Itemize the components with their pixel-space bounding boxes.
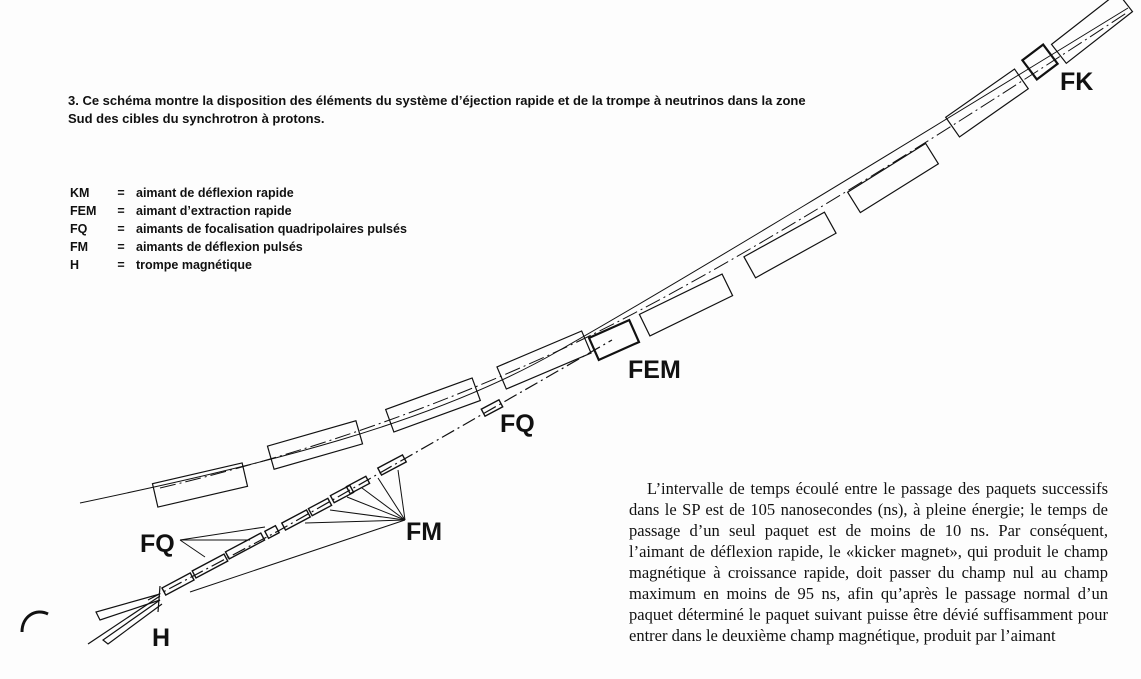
label-fk: FK: [1060, 68, 1094, 96]
label-fq-upper: FQ: [500, 410, 535, 438]
synchrotron-ring-arc: [80, 8, 1128, 503]
ring-magnet: [152, 463, 247, 507]
legend-abbr: H: [70, 258, 80, 272]
body-paragraph: L’intervalle de temps écoulé entre le passage des paquets successifs dans le SP est de 105 nanosecondes (ns), à pleine énergie; le temps de passage d’un seul paquet est de moins de 10 ns. Par conséquent, l’aimant de déflexion rapide, le «kicker magnet», qui produit le champ magnétique à croissance rapide, doit passer du champ nul au champ maximum en moins de 95 ns, afin qu’après le passage normal d’un paquet déterminé le paquet suivant puisse être dévié suffisamment pour entrer dans le deuxième champ magnétique, produit par l’aimant: [629, 479, 1108, 645]
legend-equals: =: [117, 222, 125, 236]
fem-magnet: [589, 320, 639, 360]
label-fm: FM: [406, 518, 443, 546]
magnetic-horn: [88, 586, 162, 644]
extracted-beam-line: [148, 340, 612, 600]
legend-desc: aimants de focalisation quadripolaires pulsés: [136, 222, 407, 236]
label-fem: FEM: [628, 356, 681, 384]
legend-equals: =: [117, 186, 125, 200]
legend-abbr: FEM: [70, 204, 97, 218]
fq-leader-lines: [180, 527, 265, 557]
page-artifact: [22, 612, 48, 632]
fm-leader-lines: [190, 470, 405, 592]
legend-desc: aimants de déflexion pulsés: [136, 240, 303, 254]
ring-magnet: [848, 143, 939, 212]
legend-desc: trompe magnétique: [136, 258, 252, 272]
legend-abbr: FM: [70, 240, 89, 254]
ring-beam-axis: [160, 12, 1128, 488]
legend-equals: =: [117, 240, 125, 254]
legend-desc: aimant de déflexion rapide: [136, 186, 294, 200]
label-h: H: [152, 624, 171, 652]
figure-caption: 3. Ce schéma montre la disposition des éléments du système d’éjection rapide et de la trompe à neutrinos dans la zone Sud des cibles du synchrotron à protons.: [68, 93, 806, 126]
legend-equals: =: [117, 258, 125, 272]
legend-desc: aimant d’extraction rapide: [136, 204, 292, 218]
ring-magnet: [639, 274, 732, 336]
legend-abbr: KM: [70, 186, 90, 200]
legend-equals: =: [117, 204, 125, 218]
legend-abbr: FQ: [70, 222, 88, 236]
label-fq-lower: FQ: [140, 530, 175, 558]
ring-magnet: [744, 212, 836, 278]
fm-magnet: [225, 533, 264, 559]
